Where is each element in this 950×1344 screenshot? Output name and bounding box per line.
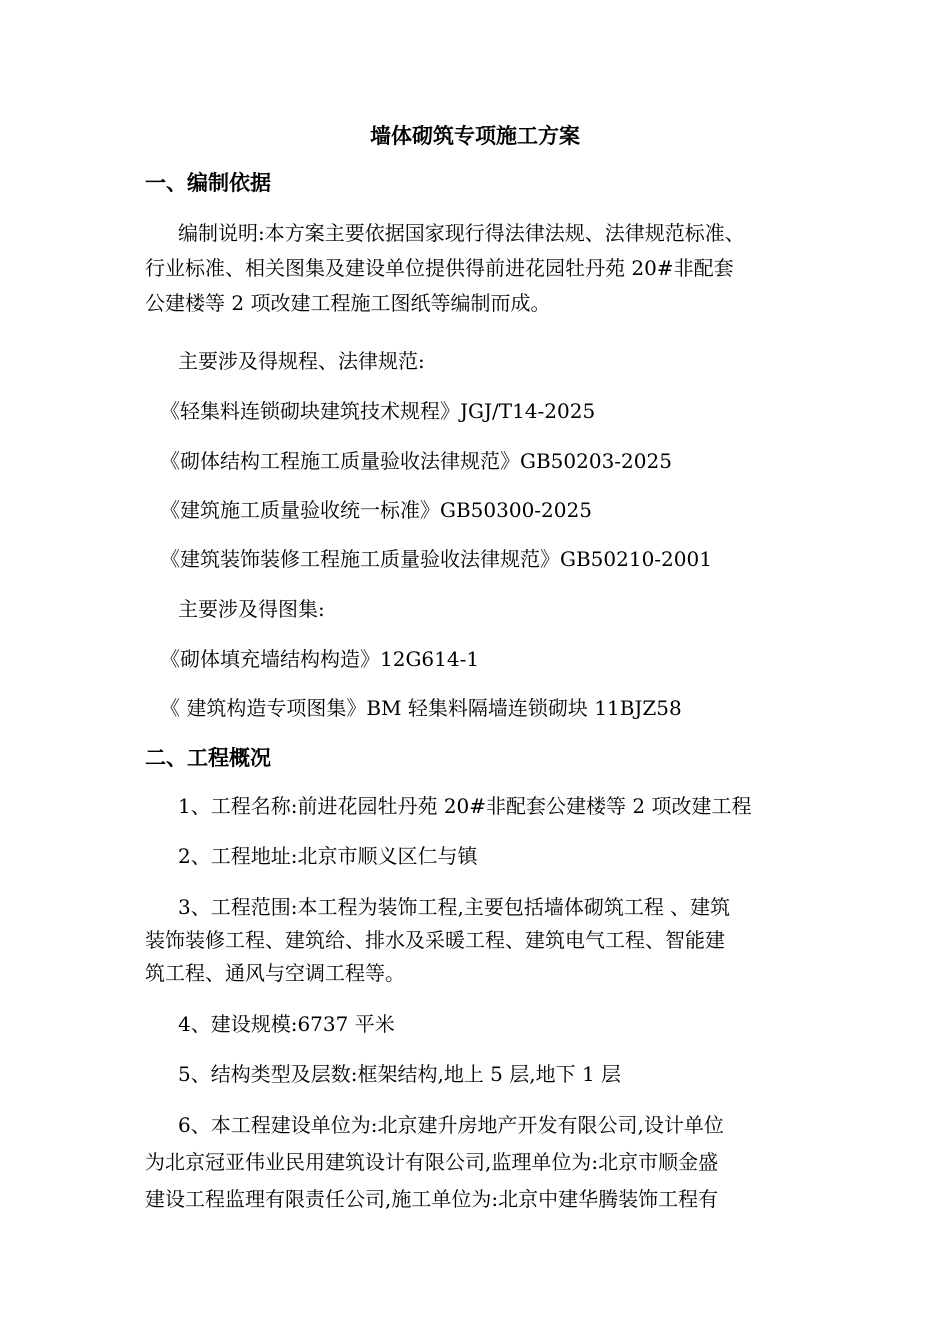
overview-item-line: 装饰装修工程、建筑给、排水及采暖工程、建筑电气工程、智能建	[145, 928, 725, 952]
document-title: 墙体砌筑专项施工方案	[370, 123, 580, 148]
paragraph-line: 行业标准、相关图集及建设单位提供得前进花园牡丹苑 20#非配套	[145, 256, 734, 280]
overview-item: 4、建设规模:6737 平米	[178, 1012, 395, 1036]
atlas-reference: 《砌体填充墙结构构造》12G614-1	[160, 647, 480, 671]
overview-item-line: 筑工程、通风与空调工程等。	[145, 961, 405, 985]
section-heading: 一、编制依据	[145, 170, 271, 195]
overview-item-line: 建设工程监理有限责任公司,施工单位为:北京中建华腾装饰工程有	[145, 1187, 719, 1211]
paragraph-line: 编制说明:本方案主要依据国家现行得法律法规、法律规范标准、	[178, 221, 745, 245]
overview-item: 1、工程名称:前进花园牡丹苑 20#非配套公建楼等 2 项改建工程	[178, 794, 752, 818]
overview-item: 5、结构类型及层数:框架结构,地上 5 层,地下 1 层	[178, 1062, 622, 1086]
section-heading: 二、工程概况	[145, 745, 271, 770]
overview-item: 6、本工程建设单位为:北京建升房地产开发有限公司,设计单位	[178, 1113, 724, 1137]
overview-item-line: 为北京冠亚伟业民用建筑设计有限公司,监理单位为:北京市顺金盛	[145, 1150, 719, 1174]
code-reference: 《砌体结构工程施工质量验收法律规范》GB50203-2025	[160, 449, 672, 473]
atlas-label: 主要涉及得图集:	[178, 597, 325, 621]
codes-label: 主要涉及得规程、法律规范:	[178, 349, 425, 373]
atlas-reference: 《 建筑构造专项图集》BM 轻集料隔墙连锁砌块 11BJZ58	[160, 696, 682, 720]
code-reference: 《建筑装饰装修工程施工质量验收法律规范》GB50210-2001	[160, 547, 712, 571]
code-reference: 《轻集料连锁砌块建筑技术规程》JGJ/T14-2025	[160, 399, 596, 423]
overview-item: 2、工程地址:北京市顺义区仁与镇	[178, 844, 478, 868]
paragraph-line: 公建楼等 2 项改建工程施工图纸等编制而成。	[145, 291, 551, 315]
overview-item: 3、工程范围:本工程为装饰工程,主要包括墙体砌筑工程 、建筑	[178, 895, 731, 919]
code-reference: 《建筑施工质量验收统一标准》GB50300-2025	[160, 498, 592, 522]
